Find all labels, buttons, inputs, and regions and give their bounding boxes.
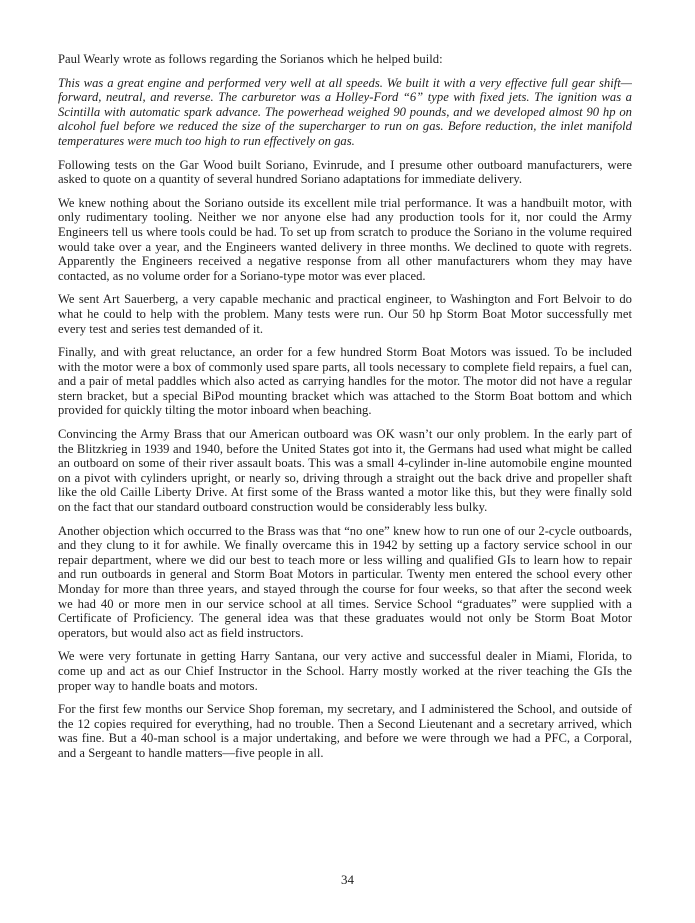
body-paragraph: For the first few months our Service Shop foreman, my secretary, and I administered the School, and outside of the 12 copies required for everything, had no trouble. Then a Second Lieutenant and a secretary arrived, which was fine. But a 40-man school is a major undertaking, and before we were through we had a PFC, a Corporal, and a Sergeant to handle matters—five people in all. — [58, 702, 632, 760]
body-paragraph: Following tests on the Gar Wood built Soriano, Evinrude, and I presume other outboard manufacturers, were asked to quote on a quantity of several hundred Soriano adaptations for immediate delivery. — [58, 157, 632, 187]
document-page — [58, 52, 632, 770]
body-paragraph: Convincing the Army Brass that our American outboard was OK wasn’t our only problem. In the early part of the Blitzkrieg in 1939 and 1940, before the United States got into it, the Germans had used what might be called an outboard on some of their river assault boats. This was a small 4-cylinder in-line automobile engine mounted on a pivot with cylinders upright, or nearly so, driving through a straight out the back drive and propeller shaft like the old Caille Liberty Drive. At first some of the Brass wanted a motor like this, but they were finally sold on the fact that our standard outboard construction would be considerably less bulky. — [58, 427, 632, 515]
intro-paragraph: Paul Wearly wrote as follows regarding the Sorianos which he helped build: — [58, 52, 443, 66]
body-paragraph: Finally, and with great reluctance, an order for a few hundred Storm Boat Motors was issued. To be included with the motor were a box of commonly used spare parts, all tools necessary to complete field repairs, a fuel can, and a pair of metal paddles which also acted as carrying handles for the motor. The motor did not have a regular stern bracket, but a special BiPod mounting bracket which was attached to the Storm Boat bottom and which provided for quickly tilting the motor inboard when beaching. — [58, 345, 632, 418]
body-paragraph: We knew nothing about the Soriano outside its excellent mile trial performance. It was a handbuilt motor, with only rudimentary tooling. Neither we nor anyone else had any production tools for it, nor could the Army Engineers tell us where tools could be had. To set up from scratch to produce the Soriano in the volume required would take over a year, and the Engineers wanted delivery in three months. We declined to quote with regrets. Apparently the Engineers received a negative response from all other manufacturers whom they may have contacted, as no volume order for a Soriano-type motor was ever placed. — [58, 195, 632, 283]
body-paragraph: We sent Art Sauerberg, a very capable mechanic and practical engineer, to Washington and Fort Belvoir to do what he could to help with the problem. Many tests were run. Our 50 hp Storm Boat Motor successfully met every test and series test demanded of it. — [58, 292, 632, 336]
page-number: 34 — [341, 872, 354, 887]
body-paragraph: Another objection which occurred to the Brass was that “no one” knew how to run one of our 2-cycle outboards, and they clung to it for awhile. We finally overcame this in 1942 by setting up a factory service school in our repair department, where we did our best to teach more or less willing and qualified GIs to learn how to repair and run outboards in general and Storm Boat Motors in particular. Twenty men entered the school every other Monday for more than three years, and stayed through the course for four weeks, so that after the second week we had 40 or more men in our service school at all times. Service School “graduates” were supplied with a Certificate of Proficiency. The general idea was that these graduates would not only be Storm Boat Motor operators, but would also act as field instructors. — [58, 523, 632, 640]
quoted-paragraph: This was a great engine and performed very well at all speeds. We built it with a very effective full gear shift—forward, neutral, and reverse. The carburetor was a Holley-Ford “6” type with fixed jets. The ignition was a Scintilla with automatic spark advance. The powerhead weighed 90 pounds, and we developed almost 90 hp on alcohol fuel before we reduced the size of the supercharger to run on gas. Before reduction, the inlet manifold temperatures were much too high to run effectively on gas. — [58, 75, 632, 148]
body-paragraph: We were very fortunate in getting Harry Santana, our very active and successful dealer in Miami, Florida, to come up and act as our Chief Instructor in the School. Harry mostly worked at the river teaching the GIs the proper way to handle boats and motors. — [58, 649, 632, 693]
